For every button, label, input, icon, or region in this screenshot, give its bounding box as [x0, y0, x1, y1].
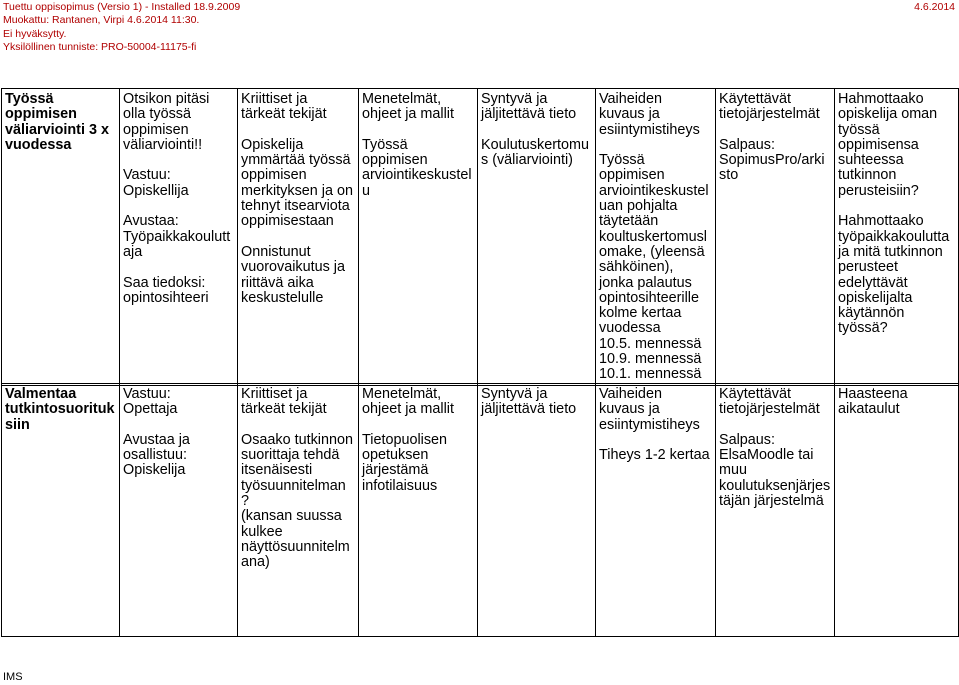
cell-text: Tiheys 1-2 kertaa	[599, 447, 710, 464]
process-table-row-2	[1, 383, 959, 637]
cell-phase	[2, 384, 120, 637]
cell-text: Menetelmät, ohjeet ja mallit	[362, 91, 454, 123]
cell-methods	[359, 89, 478, 386]
cell-questions	[835, 89, 959, 386]
cell-text: Kriittiset ja tärkeät tekijät	[241, 386, 327, 418]
cell-phase-description	[596, 89, 716, 386]
document-header	[3, 1, 240, 55]
header-line: Muokattu: Rantanen, Virpi 4.6.2014 11:30.	[3, 14, 200, 27]
cell-critical-factors	[238, 89, 359, 386]
cell-text: Salpaus: SopimusPro/arki sto	[719, 136, 825, 184]
header-line: Yksilöllinen tunniste: PRO-50004-11175-fi	[3, 41, 197, 54]
cell-text: Salpaus: ElsaMoodle tai muu koulutuksenjärjes täjän järjestelmä	[719, 431, 831, 510]
cell-text: Avustaa ja osallistuu: Opiskelija	[123, 431, 190, 479]
cell-text: Kriittiset ja tärkeät tekijät	[241, 91, 327, 123]
cell-text: Osaako tutkinnon suorittaja tehdä itsenäisesti työsuunnitelman ? (kansan suussa kulkee näyttösuunnitelm ana)	[241, 431, 353, 571]
table-row	[2, 384, 959, 637]
cell-text: Hahmottaako opiskelija oman työssä oppimisensa suhteessa tutkinnon perusteisiin?	[838, 91, 938, 199]
cell-text: Työssä oppimisen arviointikeskustel uan pohjalta täytetään koultuskertomusl omake, (yleensä sähköinen), jonka palautus opintosihteerille kolme kertaa vuodessa 10.5. mennessä 10.9. mennessä 10.1. mennessä	[599, 152, 709, 383]
cell-information-systems	[716, 89, 835, 386]
cell-text: Onnistunut vuorovaikutus ja riittävä aika keskustelulle	[241, 243, 345, 306]
cell-text: Avustaa: Työpaikkakoulutt aja	[123, 213, 231, 260]
footer-label: IMS	[3, 671, 23, 683]
cell-text: Hahmottaako työpaikkakoulutta ja mitä tutkinnon perusteet edelyttävät opiskelijalta käytännön työssä?	[838, 213, 950, 337]
cell-text: Koulutuskertomu s (väliarviointi)	[481, 136, 589, 169]
cell-text: Työssä oppimisen arviointikeskustel u	[362, 136, 472, 199]
cell-text: Vaiheiden kuvaus ja esiintymistiheys	[599, 386, 700, 433]
cell-text: Syntyvä ja jäljitettävä tieto	[481, 91, 577, 123]
header-line: Ei hyväksytty.	[3, 27, 67, 40]
cell-information-systems	[716, 384, 835, 637]
cell-phase	[2, 89, 120, 386]
cell-phase-description	[596, 384, 716, 637]
cell-text: Vastuu: Opettaja	[123, 386, 178, 418]
cell-text: Työssä oppimisen väliarviointi 3 x vuodessa	[5, 91, 109, 153]
header-date: 4.6.2014	[914, 1, 955, 13]
cell-text: Syntyvä ja jäljitettävä tieto	[481, 386, 577, 418]
cell-text: Valmentaa tutkintosuorituk siin	[5, 386, 115, 433]
cell-challenges	[835, 384, 959, 637]
cell-text: Saa tiedoksi: opintosihteeri	[123, 274, 209, 306]
cell-text: Opiskelija ymmärtää työssä oppimisen merkityksen ja on tehnyt itsearviota oppimisestaan	[241, 136, 353, 230]
cell-text: Käytettävät tietojärjestelmät	[719, 386, 820, 418]
cell-critical-factors	[238, 384, 359, 637]
cell-methods	[359, 384, 478, 637]
cell-text: Vaiheiden kuvaus ja esiintymistiheys	[599, 91, 700, 138]
table-row	[2, 89, 959, 386]
cell-resulting-information	[478, 384, 596, 637]
header-line: Tuettu oppisopimus (Versio 1) - Installed 18.9.2009	[3, 1, 241, 13]
process-table-row-1	[1, 88, 959, 386]
cell-text: Haasteena aikataulut	[838, 386, 908, 418]
cell-text: Otsikon pitäsi olla työssä oppimisen väliarviointi!!	[123, 91, 210, 153]
cell-text: Tietopuolisen opetuksen järjestämä infotilaisuus	[362, 431, 448, 494]
cell-resulting-information	[478, 89, 596, 386]
cell-text: Menetelmät, ohjeet ja mallit	[362, 386, 454, 418]
cell-responsibility	[120, 89, 238, 386]
cell-responsibility	[120, 384, 238, 637]
cell-text: Vastuu: Opiskellija	[123, 167, 189, 199]
cell-text: Käytettävät tietojärjestelmät	[719, 91, 820, 123]
